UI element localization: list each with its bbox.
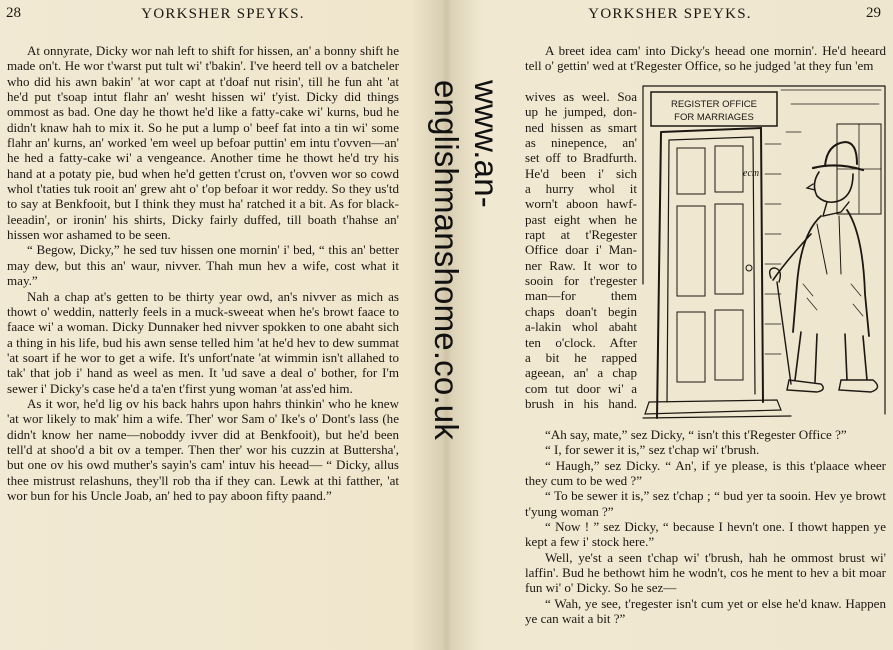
right-top-text (525, 43, 886, 74)
right-page-number: 29 (866, 5, 881, 21)
right-paragraph: “ Haugh,” sez Dicky. “ An', if ye please, is this t'plaace wheer they cum to be wed ?” (525, 457, 886, 489)
narrow-line: a bit he rapped (525, 349, 637, 365)
register-office-illustration (641, 84, 887, 424)
narrow-line: chaps doan't begin (525, 303, 637, 319)
right-paragraph: “ Now ! ” sez Dicky, “ because I hevn't one. I thowt happen ye kept a few i' stock here.” (525, 519, 886, 550)
narrow-line: brush in his hand. (525, 395, 637, 411)
left-paragraph: At onnyrate, Dicky wor nah left to shift for hissen, an' a bonny shift he made on't. He wor t'warst put tult wi' t'bakin'. I've heerd tell ov a batcheler who did his awn bakin' 'at wor capt at t'doaf nut risin', till he fun aht 'at he'd put t'soap intut flahr an' wesht hissen wi' t'yist. Dicky did things ommost as bad. One day he thowt he'd like a fatty-cake wi' kurns, bud he didn't knaw hah to mix it. So he put a lump o' beef fat into a tin wi' some flahr an' kurns, an' worked 'em weel up befoar puttin' em intu t'ovven—an' he hed a fatty-cake wi' a vengeance. Another time he thowt he'd try his hand at a potaty pie, bud when he'd getten t'crust on, t'ovven wor so cowd whol t'taties tuk rooit an' grew aht o' t'op befoar it wor reddy. So they us'td to say at Benkfooit, but I think they must ha' ratched it a bit. As for black-leeadin', or ironin' his shirts, Dicky fairly duffed, till boath t'hahse an' hissen wor ashamed to be seen. (7, 43, 399, 243)
narrow-line: sooin for t'regester (525, 273, 637, 289)
watermark (426, 80, 505, 550)
narrow-line: Office doar i' Man- (525, 242, 637, 258)
watermark-text: www.an-englishmanshome.co.uk (428, 80, 505, 441)
right-top-paragraph: A breet idea cam' into Dicky's heead one mornin'. He'd heeard tell o' gettin' wed at t'Regester Office, so he judged 'at they fun 'em (525, 43, 886, 74)
left-running-head: YORKSHER SPEYKS. (141, 6, 305, 22)
narrow-line: set off to Bradfurth. (525, 150, 637, 166)
left-page-number: 28 (6, 5, 21, 21)
narrow-line: rapt at t'Regester (525, 227, 637, 243)
left-paragraph: Nah a chap at's getten to be thirty year owd, an's nivver as mich as thowt o' weddin, natterly feels in a muck-sweeat when he's browt faace to faace wi' a woman. Dicky Dunnaker hed nivver spokken to one abaht sich a thing in his life, bud his awn sense telled him 'at he'd hev to dew summat 'at soart if he wor to get a wife. It's unfort'nate 'at wimmin isn't allahed to tak' that job i' hand as weel as men. It 'ud save a deal o' bother, for I'm sewer i' Dicky's case he'd a ta'en t'first yung woman 'at ass'ed him. (7, 288, 399, 396)
narrow-line: ten o'clock. After (525, 334, 637, 350)
right-paragraph: “ To be sewer it is,” sez t'chap ; “ bud yer ta sooin. Hev ye browt t'yung woman ?” (525, 488, 886, 519)
right-running-head: YORKSHER SPEYKS. (588, 6, 752, 22)
right-bottom-text (525, 427, 886, 626)
narrow-line: a-lakin whol abaht (525, 319, 637, 335)
left-paragraph: “ Begow, Dicky,” he sed tuv hissen one mornin' i' bed, “ this an' better may dew, but this an' waur, nivver. Thah mun hev a wife, cost what it may.” (7, 242, 399, 289)
narrow-line: ageean, an' a chap (525, 365, 637, 381)
right-paragraph: Well, ye'st a seen t'chap wi' t'brush, hah he ommost brust wi' laffin'. Bud he bethowt him he wodn't, cos he ment to hev a bit moar fun wi' o' Dicky. So he sez— (525, 549, 886, 596)
narrow-line: ned hissen as smart (525, 119, 637, 135)
left-body-text (7, 43, 399, 503)
sign-line-2: FOR MARRIAGES (674, 112, 754, 123)
artist-initials: ecm (743, 168, 760, 179)
narrow-line: He'd been i' sich (525, 165, 637, 181)
narrow-line: com tut door wi' a (525, 380, 637, 396)
narrow-line: ner Raw. It wor to (525, 257, 637, 273)
right-narrow-column (525, 89, 637, 411)
narrow-line: a hurry whol it (525, 181, 637, 197)
narrow-line: worn't aboon hawf- (525, 196, 637, 212)
sign-line-1: REGISTER OFFICE (670, 99, 758, 110)
narrow-line: wives as weel. Soa (525, 89, 637, 104)
right-paragraph: “ Wah, ye see, t'regester isn't cum yet or else he'd knaw. Happen ye can wait a bit ?” (525, 595, 886, 627)
right-paragraph: “ I, for sewer it is,” sez t'chap wi' t'brush. (545, 442, 760, 458)
narrow-line: as ninepence, an' (525, 135, 637, 151)
narrow-line: man—for them (525, 288, 637, 304)
narrow-line: past eight when he (525, 211, 637, 227)
right-paragraph: “Ah say, mate,” sez Dicky, “ isn't this t'Regester Office ?” (545, 427, 847, 442)
left-paragraph: As it wor, he'd lig ov his back hahrs upon hahrs thinkin' who he knew 'at wor likely to mak' him a wife. Ther' wor Sam o' Ike's o' Dont's lass (he didn't know her name—noboddy ivver did at Benkfooit), but he'd been tell'd at shoo'd a bit ov a temper. Then ther' wor his cuzzin at Buttersha', but one ov his owd muther's sayin's cam' intuv his heead— “ Dicky, allus thee mistrust relashuns, they'll rob tha if they can. Lewk at thi fatther, 'at wor bun for his Uncle Joab, an' hed to pay aboon fifty paand.” (7, 395, 399, 503)
narrow-line: up he jumped, don- (525, 104, 637, 120)
left-page (0, 0, 446, 650)
right-page (447, 0, 893, 650)
